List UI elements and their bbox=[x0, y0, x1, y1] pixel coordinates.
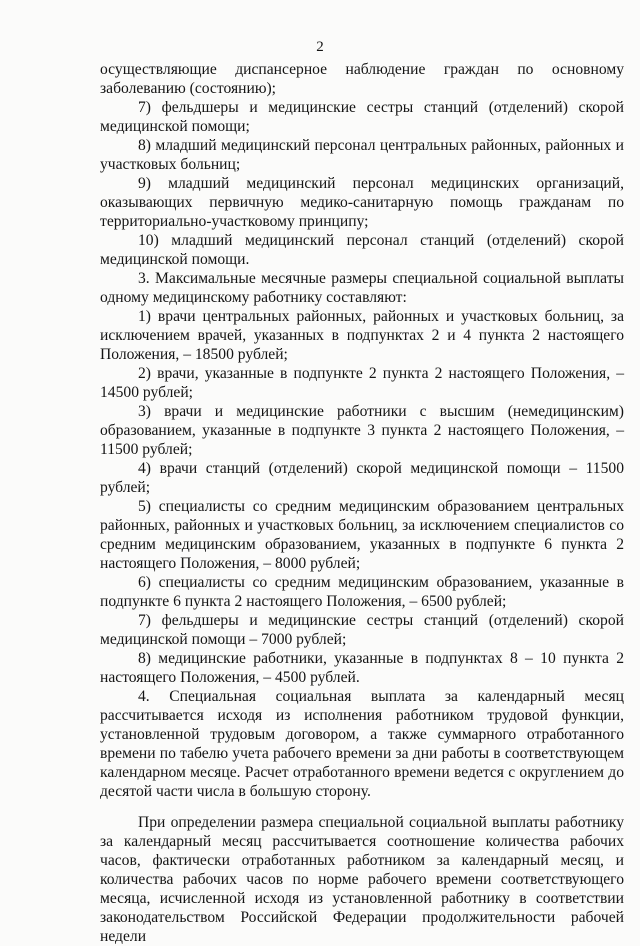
section-3-heading: 3. Максимальные месячные размеры специальной социальной выплаты одному медицинскому работнику составляют: bbox=[100, 270, 624, 306]
page-number: 2 bbox=[316, 39, 324, 55]
payment-item-6: 6) специалисты со средним медицинским образованием, указанные в подпункте 6 пункта 2 настоящего Положения, – 6500 рублей; bbox=[100, 574, 624, 610]
payment-item-2: 2) врачи, указанные в подпункте 2 пункта 2 настоящего Положения, – 14500 рублей; bbox=[100, 365, 624, 401]
payment-item-5: 5) специалисты со средним медицинским образованием центральных районных, районных и участковых больниц, за исключением специалистов со средним медицинским образованием, указанных в подпункте 6 пункта 2 настоящего Положения, – 8000 рублей; bbox=[100, 498, 624, 572]
list-item-7-paramedics: 7) фельдшеры и медицинские сестры станций (отделений) скорой медицинской помощи; bbox=[100, 99, 624, 135]
list-item-9-junior-staff-primary-care: 9) младший медицинский персонал медицинских организаций, оказывающих первичную медико-санитарную помощь гражданам по территориально-участковому принципу; bbox=[100, 175, 624, 230]
list-item-8-junior-staff-hospitals: 8) младший медицинский персонал центральных районных, районных и участковых больниц; bbox=[100, 137, 624, 173]
paragraph-continuation: осуществляющие диспансерное наблюдение граждан по основному заболеванию (состоянию); bbox=[100, 61, 624, 97]
calculation-paragraph: При определении размера специальной социальной выплаты работнику за календарный месяц рассчитывается соотношение количества рабочих часов, фактически отработанных работником за календарный месяц, и количества рабочих часов по норме рабочего времени соответствующего месяца, исчисленной исходя из установленной работнику в соответствии законодательством Российской Федерации продолжительности рабочей недели bbox=[100, 814, 624, 945]
list-item-10-junior-staff-ambulance: 10) младший медицинский персонал станций (отделений) скорой медицинской помощи. bbox=[100, 232, 624, 268]
payment-item-3: 3) врачи и медицинские работники с высшим (немедицинским) образованием, указанные в подпункте 3 пункта 2 настоящего Положения, – 11500 рублей; bbox=[100, 403, 624, 458]
section-4-paragraph: 4. Специальная социальная выплата за календарный месяц рассчитывается исходя из исполнения работником трудовой функции, установленной трудовым договором, а также суммарного отработанного времени по табелю учета рабочего времени за дни работы в соответствующем календарном месяце. Расчет отработанного времени ведется с округлением до десятой части числа в большую сторону. bbox=[100, 688, 624, 800]
payment-item-7: 7) фельдшеры и медицинские сестры станций (отделений) скорой медицинской помощи – 7000 рублей; bbox=[100, 612, 624, 648]
payment-item-4: 4) врачи станций (отделений) скорой медицинской помощи – 11500 рублей; bbox=[100, 460, 624, 496]
payment-item-1: 1) врачи центральных районных, районных и участковых больниц, за исключением врачей, указанных в подпунктах 2 и 4 пункта 2 настоящего Положения, – 18500 рублей; bbox=[100, 308, 624, 363]
payment-item-8: 8) медицинские работники, указанные в подпунктах 8 – 10 пункта 2 настоящего Положения, – 4500 рублей. bbox=[100, 650, 624, 686]
document-body bbox=[100, 60, 624, 946]
